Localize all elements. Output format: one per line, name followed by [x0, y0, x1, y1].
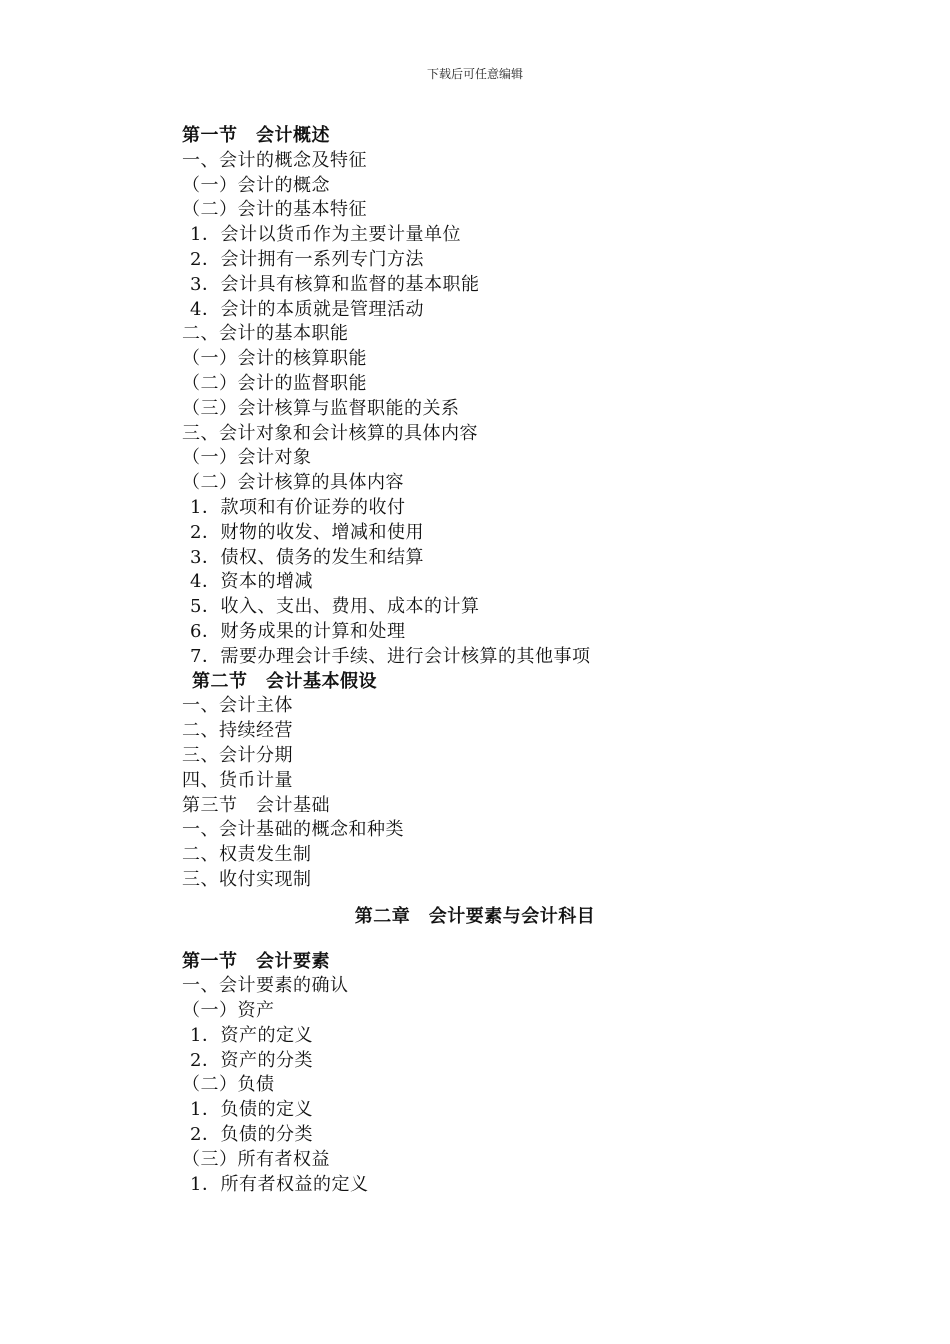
- outline-line: （三）所有者权益: [182, 1148, 330, 1170]
- numbered-item: 1．负债的定义: [190, 1099, 313, 1121]
- numbered-item: 1．款项和有价证券的收付: [190, 496, 406, 518]
- numbered-item: 3．债权、债务的发生和结算: [190, 546, 424, 568]
- outline-line: 一、会计的概念及特征: [182, 149, 367, 171]
- outline-line: （一）会计的概念: [182, 174, 330, 196]
- outline-line: （二）会计的基本特征: [182, 199, 367, 221]
- chapter-title: 第二章 会计要素与会计科目: [354, 905, 596, 927]
- numbered-item: 2．负债的分类: [190, 1124, 313, 1146]
- outline-part-1: [182, 124, 782, 893]
- page-header: 下载后可任意编辑: [426, 67, 523, 81]
- outline-line: 四、货币计量: [182, 769, 293, 791]
- outline-line: 一、会计主体: [182, 695, 293, 717]
- numbered-item: 1．资产的定义: [190, 1024, 313, 1046]
- outline-line: 一、会计要素的确认: [182, 975, 349, 997]
- numbered-item: 7．需要办理会计手续、进行会计核算的其他事项: [190, 645, 591, 667]
- outline-line: 三、会计分期: [182, 744, 293, 766]
- outline-line: 二、权责发生制: [182, 844, 312, 866]
- outline-line: 二、会计的基本职能: [182, 323, 349, 345]
- outline-line: （三）会计核算与监督职能的关系: [182, 397, 460, 419]
- outline-line: （二）负债: [182, 1074, 275, 1096]
- outline-line: 一、会计基础的概念和种类: [182, 819, 404, 841]
- outline-line: 三、会计对象和会计核算的具体内容: [182, 422, 478, 444]
- outline-line: 三、收付实现制: [182, 868, 312, 890]
- outline-line: （一）会计的核算职能: [182, 348, 367, 370]
- numbered-item: 5．收入、支出、费用、成本的计算: [190, 596, 480, 618]
- section-heading: 第一节 会计要素: [182, 950, 330, 972]
- numbered-item: 2．财物的收发、增减和使用: [190, 521, 424, 543]
- numbered-item: 1．会计以货币作为主要计量单位: [190, 224, 461, 246]
- outline-line: （一）资产: [182, 1000, 275, 1022]
- numbered-item: 3．会计具有核算和监督的基本职能: [190, 273, 480, 295]
- outline-line: （二）会计核算的具体内容: [182, 472, 404, 494]
- outline-line: 二、持续经营: [182, 720, 293, 742]
- numbered-item: 4．会计的本质就是管理活动: [190, 298, 424, 320]
- section-heading: 第一节 会计概述: [182, 125, 330, 146]
- outline-part-2: [182, 950, 782, 1198]
- outline-line: 第三节 会计基础: [182, 794, 330, 816]
- numbered-item: 2．会计拥有一系列专门方法: [190, 248, 424, 270]
- numbered-item: 6．财务成果的计算和处理: [190, 620, 406, 642]
- document-outline: [182, 124, 782, 1197]
- outline-line: （二）会计的监督职能: [182, 372, 367, 394]
- outline-line: （一）会计对象: [182, 447, 312, 469]
- numbered-item: 1．所有者权益的定义: [190, 1173, 369, 1195]
- numbered-item: 2．资产的分类: [190, 1049, 313, 1071]
- numbered-item: 4．资本的增减: [190, 571, 313, 593]
- section-heading: 第二节 会计基本假设: [192, 670, 377, 692]
